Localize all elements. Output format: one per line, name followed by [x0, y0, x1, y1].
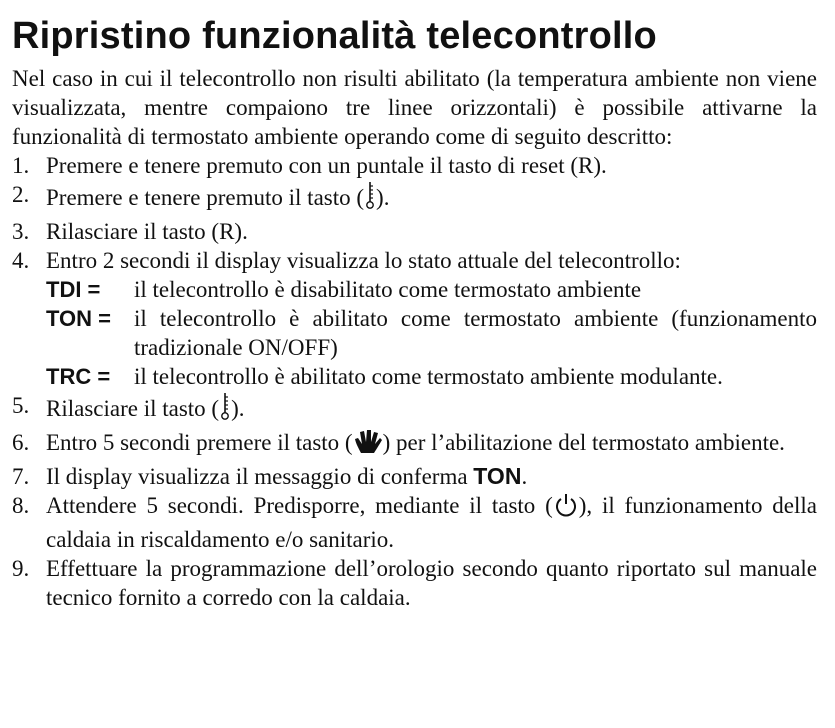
status-code-trc: [46, 362, 817, 391]
step-9: [12, 554, 817, 612]
step-number: 9.: [12, 556, 30, 581]
step-4: [12, 246, 817, 391]
step-5: [12, 391, 817, 428]
step-body: [46, 246, 817, 391]
thermometer-icon: [364, 180, 376, 217]
step-number: 2.: [12, 182, 30, 207]
step-text-after: ).: [231, 396, 245, 421]
step-number: 5.: [12, 393, 30, 418]
intro-paragraph: Nel caso in cui il telecontrollo non risulti abilitato (la temperatura ambiente non viene visualizzata, mentre compaiono tre linee orizzontali) è possibile attivarne la funzionalità di termostato ambiente operando come di seguito descritto:: [12, 66, 817, 149]
step-number: 1.: [12, 153, 30, 178]
step-text: [46, 428, 817, 462]
step-text-before: Premere e tenere premuto il tasto (: [46, 185, 365, 210]
step-8: [12, 491, 817, 554]
thermometer-icon: [219, 391, 231, 428]
status-code-text: il telecontrollo è abilitato come termostato ambiente (funzionamento tradizionale ON/OFF): [134, 306, 817, 360]
step-text-after: ), il funzionamento della caldaia in riscaldamento e/o sanitario.: [46, 493, 817, 552]
hand-icon: [353, 429, 383, 462]
status-code-ton: [46, 304, 817, 362]
status-code-key: TON =: [46, 306, 112, 331]
status-code-text: il telecontrollo è disabilitato come termostato ambiente: [134, 277, 642, 302]
step-number: 4.: [12, 248, 30, 273]
step-text: Effettuare la programmazione dell’orologio secondo quanto riportato sul manuale tecnico fornito a corredo con la caldaia.: [46, 556, 817, 610]
step-number: 8.: [12, 493, 30, 518]
status-code-key: TRC =: [46, 364, 111, 389]
step-1: [12, 151, 817, 180]
status-code-text: il telecontrollo è abilitato come termostato ambiente modulante.: [134, 364, 723, 389]
step-text: [46, 180, 817, 217]
step-text: [46, 462, 817, 491]
step-text-after: ) per l’abilitazione del termostato ambiente.: [382, 430, 785, 455]
step-text: [46, 491, 817, 554]
step-text-after: ).: [376, 185, 390, 210]
step-number: 6.: [12, 430, 30, 455]
step-text-before: Rilasciare il tasto (: [46, 396, 220, 421]
step-text-before: Il display visualizza il messaggio di conferma: [46, 464, 474, 489]
steps-list: [12, 151, 817, 612]
step-text: Rilasciare il tasto (R).: [46, 219, 248, 244]
status-code-tdi: [46, 275, 817, 304]
step-text: [46, 391, 817, 428]
step-text: Entro 2 secondi il display visualizza lo stato attuale del telecontrollo:: [46, 248, 681, 273]
status-code-key: TDI =: [46, 277, 101, 302]
step-text: Premere e tenere premuto con un puntale il tasto di reset (R).: [46, 153, 607, 178]
step-6: [12, 428, 817, 462]
status-code-list: [46, 275, 817, 391]
step-text-after: .: [521, 464, 528, 489]
step-7: [12, 462, 817, 491]
step-number: 7.: [12, 464, 30, 489]
step-3: [12, 217, 817, 246]
step-text-before: Attendere 5 secondi. Predisporre, mediante il tasto (: [46, 493, 553, 518]
step-2: [12, 180, 817, 217]
page-title: Ripristino funzionalità telecontrollo: [12, 15, 657, 57]
power-icon: [553, 492, 579, 525]
step-number: 3.: [12, 219, 30, 244]
step-text-before: Entro 5 secondi premere il tasto (: [46, 430, 353, 455]
confirm-message: TON: [473, 463, 522, 489]
